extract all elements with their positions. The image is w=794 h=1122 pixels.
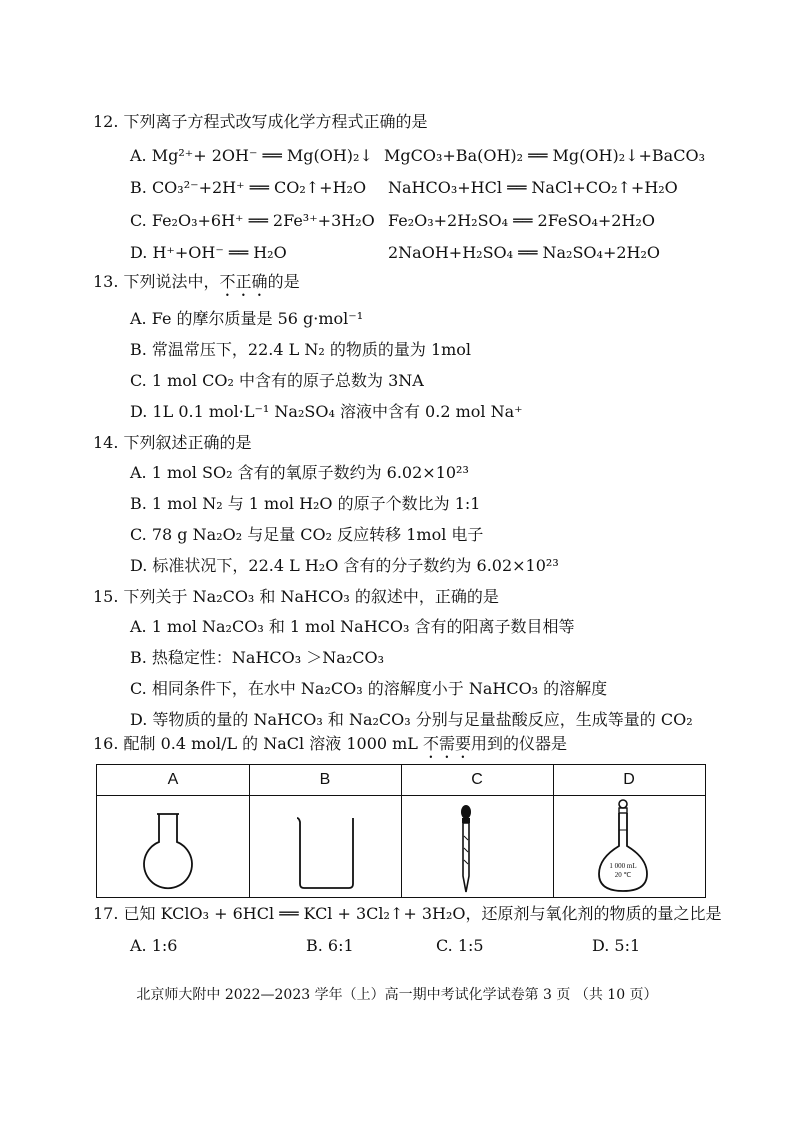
dropper-cell: [401, 796, 553, 898]
q12-c-label: C.: [130, 211, 147, 230]
q16-stem: [93, 734, 567, 762]
beaker-icon: [249, 796, 401, 898]
q17-stem: 17. 已知 KClO₃ + 6HCl ══ KCl + 3Cl₂↑+ 3H₂O，还原剂与氧化剂的物质的量之比是: [93, 904, 722, 923]
q12-option-d-chemical: 2NaOH+H₂SO₄ ══ Na₂SO₄+2H₂O: [388, 243, 661, 262]
q14-option-c: C. 78 g Na₂O₂ 与足量 CO₂ 反应转移 1mol 电子: [130, 525, 484, 544]
beaker-cell: [249, 796, 401, 898]
round-bottom-flask-icon: [97, 796, 249, 898]
table-header-d: D: [623, 771, 635, 788]
q15-stem: 15. 下列关于 Na₂CO₃ 和 NaHCO₃ 的叙述中，正确的是: [93, 587, 499, 606]
flask-volume-label: 1 000 mL: [609, 862, 637, 870]
q13-option-c: C. 1 mol CO₂ 中含有的原子总数为 3NA: [130, 371, 424, 390]
flask-temperature-label: 20 ℃: [614, 871, 632, 879]
table-header-c: C: [471, 771, 483, 788]
q15-option-d: D. 等物质的量的 NaHCO₃ 和 Na₂CO₃ 分别与足量盐酸反应，生成等量的 CO₂: [130, 710, 693, 729]
q12-a-ionic: Mg²⁺+ 2OH⁻ ══ Mg(OH)₂↓: [151, 146, 373, 165]
volumetric-flask-icon: [553, 796, 705, 898]
q15-option-b: B. 热稳定性：NaHCO₃ ＞Na₂CO₃: [130, 648, 385, 667]
q16-stem-post: 用到的仪器是: [471, 734, 568, 753]
q13-stem-pre: 13. 下列说法中，: [93, 272, 220, 291]
q12-b-label: B.: [130, 178, 147, 197]
q12-option-d-ionic: [130, 243, 287, 263]
q12-d-label: D.: [130, 243, 148, 262]
q12-a-label: A.: [130, 146, 147, 165]
q14-stem: 14. 下列叙述正确的是: [93, 433, 252, 452]
q12-stem: 12. 下列离子方程式改写成化学方程式正确的是: [93, 112, 428, 131]
q12-option-a-ionic: [130, 146, 373, 166]
q17-option-d: D. 5:1: [592, 936, 641, 955]
q12-b-ionic: CO₃²⁻+2H⁺ ══ CO₂↑+H₂O: [151, 178, 367, 197]
q16-stem-emphasis: 不需要: [423, 734, 472, 753]
q16-stem-pre: 16. 配制 0.4 mol/L 的 NaCl 溶液 1000 mL: [93, 734, 424, 753]
volumetric-flask-label: [599, 862, 647, 880]
q12-option-c-chemical: Fe₂O₃+2H₂SO₄ ══ 2FeSO₄+2H₂O: [388, 211, 655, 230]
q12-option-c-ionic: [130, 211, 375, 231]
q12-d-ionic: H⁺+OH⁻ ══ H₂O: [152, 243, 287, 262]
q17-option-a: A. 1:6: [130, 936, 178, 955]
q17-option-c: C. 1:5: [436, 936, 484, 955]
volumetric-flask-cell: [553, 796, 705, 898]
page-footer: 北京师大附中 2022—2023 学年（上）高一期中考试化学试卷第 3 页 （共 10 页）: [136, 987, 658, 1003]
table-header-a: A: [167, 771, 179, 788]
q15-option-a: A. 1 mol Na₂CO₃ 和 1 mol NaHCO₃ 含有的阳离子数目相等: [130, 617, 575, 636]
q15-option-c: C. 相同条件下，在水中 Na₂CO₃ 的溶解度小于 NaHCO₃ 的溶解度: [130, 679, 608, 698]
q13-option-d: D. 1L 0.1 mol·L⁻¹ Na₂SO₄ 溶液中含有 0.2 mol Na⁺: [130, 402, 523, 421]
q12-option-b-chemical: NaHCO₃+HCl ══ NaCl+CO₂↑+H₂O: [388, 178, 678, 197]
dropper-icon: [401, 796, 553, 898]
q13-option-b: B. 常温常压下，22.4 L N₂ 的物质的量为 1mol: [130, 340, 472, 359]
q17-option-b: B. 6:1: [306, 936, 354, 955]
q12-c-ionic: Fe₂O₃+6H⁺ ══ 2Fe³⁺+3H₂O: [151, 211, 375, 230]
q13-stem-post: 的是: [267, 272, 300, 291]
q13-stem-emphasis: 不正确: [219, 272, 268, 291]
q12-option-a-chemical: MgCO₃+Ba(OH)₂ ══ Mg(OH)₂↓+BaCO₃: [384, 146, 705, 165]
q13-option-a: A. Fe 的摩尔质量是 56 g·mol⁻¹: [130, 309, 364, 328]
q12-option-b-ionic: [130, 178, 366, 198]
table-header-b: B: [319, 771, 331, 788]
round-bottom-flask-cell: [97, 796, 249, 898]
q14-option-b: B. 1 mol N₂ 与 1 mol H₂O 的原子个数比为 1:1: [130, 494, 481, 513]
q14-option-d: D. 标准状况下，22.4 L H₂O 含有的分子数约为 6.02×10²³: [130, 556, 559, 575]
q13-stem: [93, 272, 300, 300]
apparatus-table: [96, 764, 706, 898]
q14-option-a: A. 1 mol SO₂ 含有的氧原子数约为 6.02×10²³: [130, 463, 469, 482]
